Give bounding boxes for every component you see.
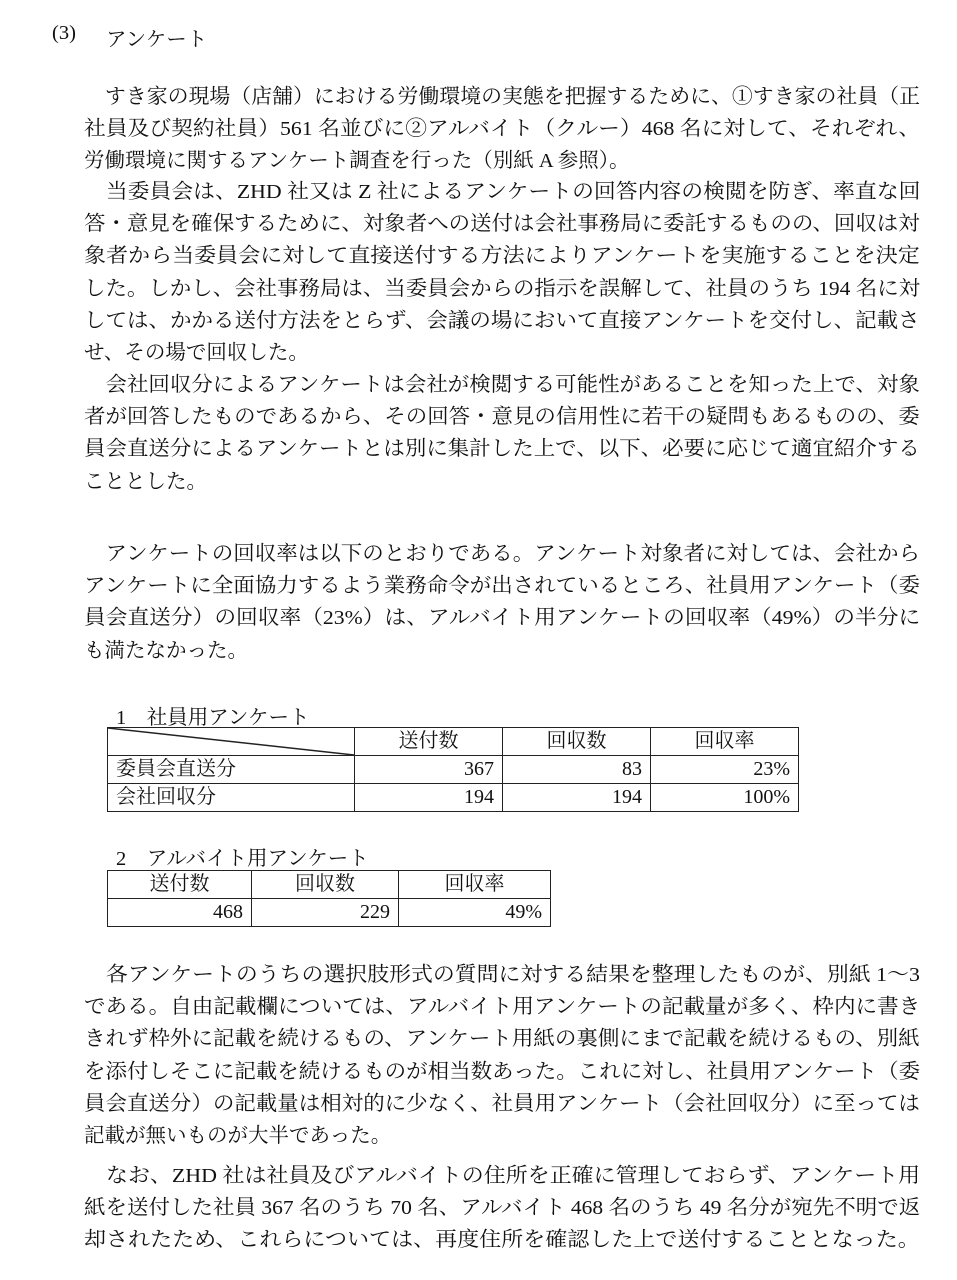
- paragraph-2-line: しては、かかる送付方法をとらず、会議の場において直接アンケートを交付し、記載さ: [84, 309, 920, 332]
- parttime-survey-table: [107, 870, 551, 927]
- table-row: [108, 756, 799, 784]
- table-row: [108, 784, 799, 812]
- paragraph-3-line: こととした。: [84, 470, 207, 493]
- header-rate: 回収率: [399, 871, 551, 899]
- cell-rate: 23%: [651, 756, 799, 784]
- row-label: 会社回収分: [108, 784, 355, 812]
- cell-rate: 100%: [651, 784, 799, 812]
- header-sent: 送付数: [355, 728, 503, 756]
- paragraph-3-line: 者が回答したものであるから、その回答・意見の信用性に若干の疑問もあるものの、委: [84, 406, 920, 429]
- paragraph-1-line: 労働環境に関するアンケート調査を行った（別紙 A 参照）。: [84, 150, 630, 173]
- paragraph-5-line: きれず枠外に記載を続けるもの、アンケート用紙の裏側にまで記載を続けるもの、別紙: [84, 1028, 920, 1051]
- header-rate: 回収率: [651, 728, 799, 756]
- paragraph-4-line: アンケートに全面協力するよう業務命令が出されているところ、社員用アンケート（委: [84, 575, 921, 598]
- cell-sent: 367: [355, 756, 503, 784]
- paragraph-3-line: 会社回収分によるアンケートは会社が検閲する可能性があることを知った上で、対象: [84, 374, 920, 396]
- paragraph-1-line: 社員及び契約社員）561 名並びに②アルバイト（クルー）468 名に対して、それぞれ、: [84, 118, 921, 141]
- paragraph-4-line: 員会直送分）の回収率（23%）は、アルバイト用アンケートの回収率（49%）の半分に: [84, 607, 921, 630]
- header-sent: 送付数: [108, 871, 252, 899]
- section-title: アンケート: [106, 29, 208, 51]
- table1-caption: 1 社員用アンケート: [116, 707, 310, 729]
- paragraph-6-line: 紙を送付した社員 367 名のうち 70 名、アルバイト 468 名のうち 49 名分が宛先不明で返: [84, 1197, 921, 1220]
- table-header-row: [108, 728, 799, 756]
- cell-sent: 468: [108, 899, 252, 927]
- cell-rate: 49%: [399, 899, 551, 927]
- row-label: 委員会直送分: [108, 756, 355, 784]
- table2-caption: 2 アルバイト用アンケート: [116, 848, 369, 870]
- paragraph-5-line: を添付しそこに記載を続けるものが相当数あった。これに対し、社員用アンケート（委: [84, 1060, 921, 1083]
- paragraph-6-line: 却されたため、これらについては、再度住所を確認した上で送付することとなった。: [84, 1229, 920, 1252]
- paragraph-4-line: アンケートの回収率は以下のとおりである。アンケート対象者に対しては、会社から: [84, 543, 921, 565]
- paragraph-2-line: 象者から当委員会に対して直接送付する方法によりアンケートを実施することを決定: [84, 245, 920, 268]
- paragraph-5-line: 員会直送分）の記載量は相対的に少なく、社員用アンケート（会社回収分）に至っては: [84, 1092, 920, 1115]
- table-row: [108, 899, 551, 927]
- paragraph-2-line: 当委員会は、ZHD 社又は Z 社によるアンケートの回答内容の検閲を防ぎ、率直な回: [84, 181, 921, 203]
- paragraph-2-line: した。しかし、会社事務局は、当委員会からの指示を誤解して、社員のうち 194 名に対: [84, 277, 921, 300]
- paragraph-3-line: 員会直送分によるアンケートとは別に集計した上で、以下、必要に応じて適宜紹介する: [84, 438, 920, 461]
- header-returned: 回収数: [503, 728, 651, 756]
- paragraph-5-line: 各アンケートのうちの選択肢形式の質問に対する結果を整理したものが、別紙 1～3: [84, 964, 920, 986]
- diagonal-header-cell: [108, 728, 355, 756]
- employee-survey-table: [107, 727, 799, 812]
- paragraph-5-line: である。自由記載欄については、アルバイト用アンケートの記載量が多く、枠内に書き: [84, 996, 921, 1019]
- header-returned: 回収数: [252, 871, 399, 899]
- paragraph-2-line: せ、その場で回収した。: [84, 342, 309, 364]
- cell-sent: 194: [355, 784, 503, 812]
- section-number: (3): [52, 22, 76, 44]
- table-header-row: [108, 871, 551, 899]
- paragraph-2-line: 答・意見を確保するために、対象者への送付は会社事務局に委託するものの、回収は対: [84, 213, 920, 236]
- paragraph-5-line: 記載が無いものが大半であった。: [84, 1125, 392, 1147]
- cell-returned: 229: [252, 899, 399, 927]
- paragraph-1-line: すき家の現場（店舗）における労働環境の実態を把握するために、①すき家の社員（正: [84, 86, 920, 108]
- paragraph-6-line: なお、ZHD 社は社員及びアルバイトの住所を正確に管理しておらず、アンケート用: [84, 1165, 921, 1187]
- cell-returned: 194: [503, 784, 651, 812]
- cell-returned: 83: [503, 756, 651, 784]
- paragraph-4-line: も満たなかった。: [84, 639, 248, 662]
